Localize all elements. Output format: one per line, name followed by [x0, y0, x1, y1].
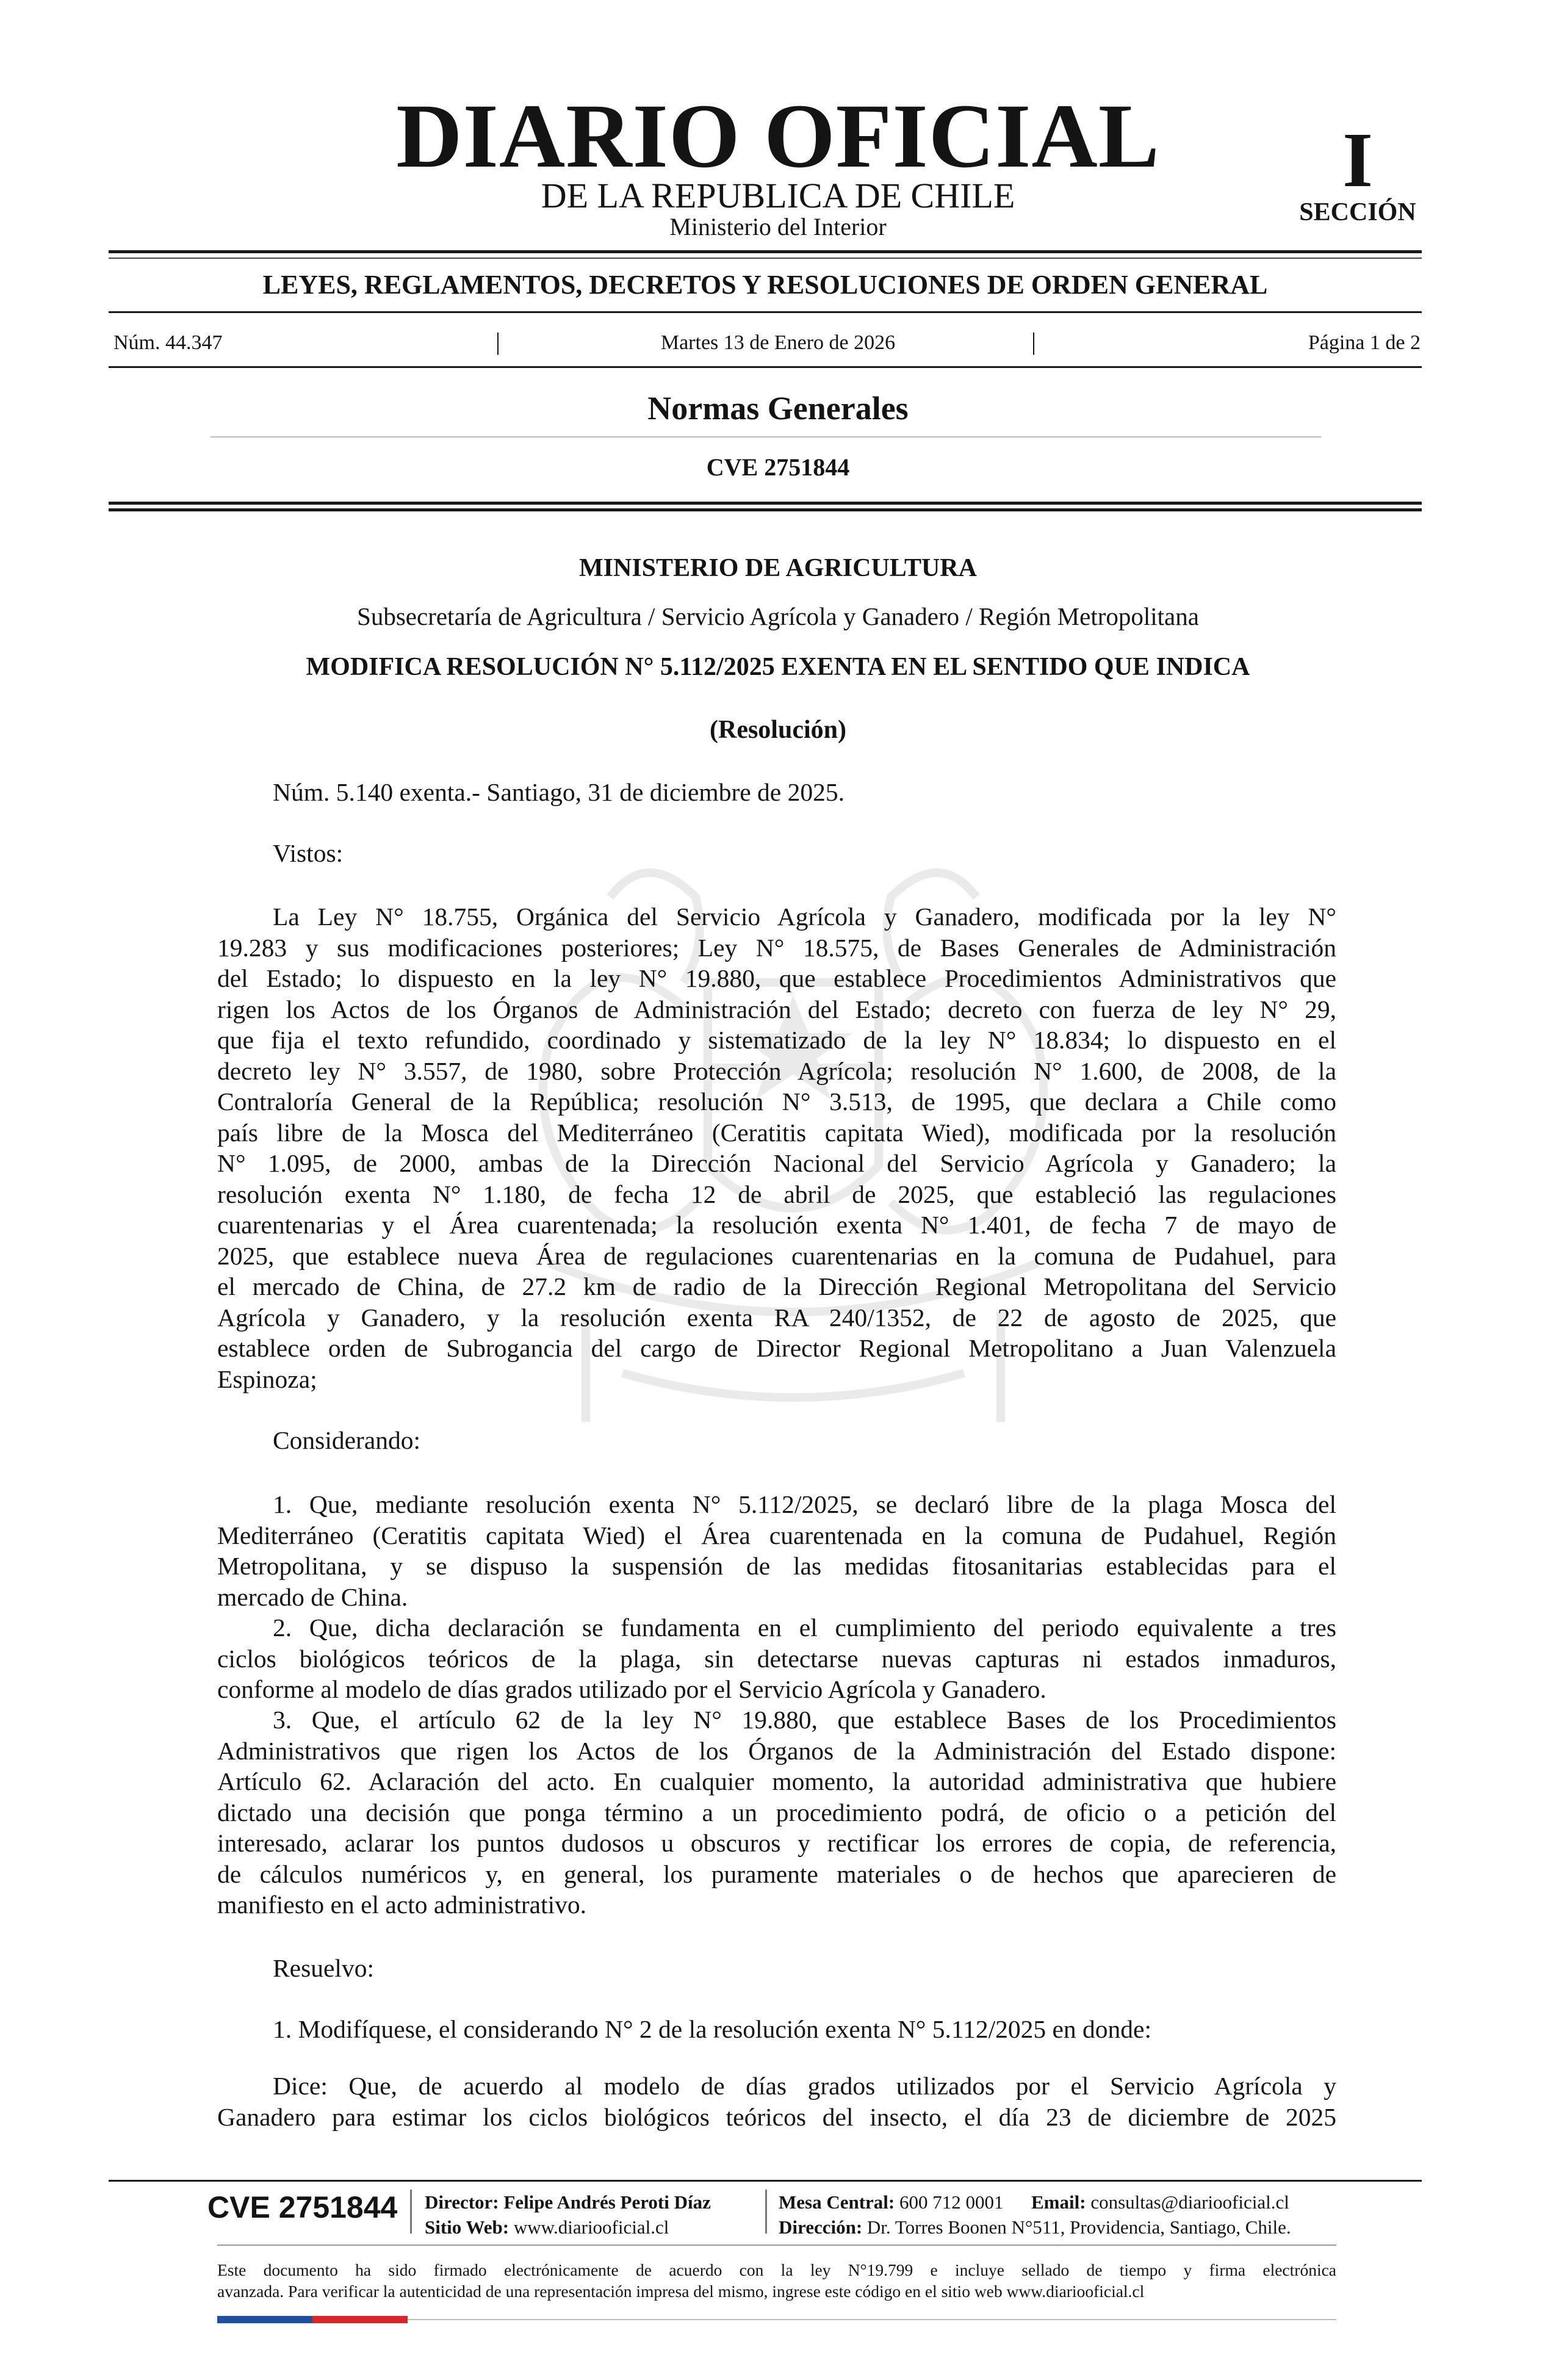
- footer-mesa: [779, 2193, 1289, 2212]
- footer-bottom-rule: [408, 2319, 1336, 2320]
- vistos-label: Vistos:: [273, 839, 344, 867]
- paragraph-line: 19.283 y sus modificaciones posteriores; Ley N° 18.575, de Bases Generales de Administración: [217, 933, 1336, 962]
- considerando-label: Considerando:: [273, 1426, 421, 1454]
- paragraph-line: el mercado de China, de 27.2 km de radio de la Dirección Regional Metropolitana del Servicio: [217, 1272, 1336, 1300]
- paragraph-line: Contraloría General de la República; resolución N° 3.513, de 1995, que declara a Chile como: [217, 1087, 1336, 1116]
- issue-page: Página 1 de 2: [1308, 331, 1421, 354]
- issue-separator: |: [495, 328, 501, 355]
- footer-director-label: Director:: [425, 2191, 499, 2213]
- footer-direccion-value: Dr. Torres Boonen N°511, Providencia, Santiago, Chile.: [866, 2216, 1291, 2238]
- paragraph-line: Mediterráneo (Ceratitis capitata Wied) el Área cuarentenada en la comuna de Pudahuel, Región: [217, 1521, 1336, 1549]
- considerando-1-paragraph: [217, 1489, 1336, 1612]
- paragraph-line: conforme al modelo de días grados utilizado por el Servicio Agrícola y Ganadero.: [217, 1675, 1046, 1703]
- section-number: I: [1342, 117, 1373, 203]
- dice-paragraph: [217, 2071, 1336, 2132]
- masthead-ministry: Ministerio del Interior: [669, 213, 887, 240]
- footer-sitio-link[interactable]: www.diariooficial.cl: [513, 2216, 669, 2238]
- paragraph-line: ciclos biológicos teóricos de la plaga, sin detectarse nuevas capturas ni estados inmaduros,: [217, 1644, 1336, 1673]
- paragraph-line: Administrativos que rigen los Actos de los Órganos de la Administración del Estado dispone:: [217, 1736, 1336, 1765]
- header-rule-thick: [109, 502, 1422, 505]
- paragraph-line: N° 1.095, de 2000, ambas de la Dirección Nacional del Servicio Agrícola y Ganadero; la: [217, 1149, 1336, 1177]
- footer-rule: [109, 2180, 1422, 2182]
- issue-rule: [109, 366, 1422, 368]
- paragraph-line: La Ley N° 18.755, Orgánica del Servicio Agrícola y Ganadero, modificada por la ley N°: [273, 903, 1336, 931]
- paragraph-line: manifiesto en el acto administrativo.: [217, 1891, 587, 1919]
- masthead-rule-thick: [109, 250, 1422, 253]
- footer-mesa-label: Mesa Central:: [779, 2191, 895, 2213]
- footer-cve-code: CVE 2751844: [207, 2190, 398, 2224]
- document-ministry: MINISTERIO DE AGRICULTURA: [579, 554, 977, 582]
- footer-note-line: avanzada. Para verificar la autenticidad de una representación impresa del mismo, ingrese este código en el sitio web www.diariooficial.cl: [217, 2282, 1145, 2301]
- paragraph-line: decreto ley N° 3.557, de 1980, sobre Protección Agrícola; resolución N° 1.600, de 2008, de la: [217, 1056, 1336, 1085]
- paragraph-line: que fija el texto refundido, coordinado y sistematizado de la ley N° 18.834; lo dispuesto en el: [217, 1026, 1336, 1054]
- paragraph-line: Artículo 62. Aclaración del acto. En cualquier momento, la autoridad administrativa que hubiere: [217, 1767, 1336, 1795]
- footer-director: [425, 2193, 711, 2212]
- paragraph-line: Metropolitana, y se dispuso la suspensión de las medidas fitosanitarias establecidas para el: [217, 1552, 1336, 1580]
- paragraph-line: Dice: Que, de acuerdo al modelo de días grados utilizados por el Servicio Agrícola y: [273, 2072, 1336, 2100]
- considerando-2-paragraph: [217, 1612, 1336, 1705]
- footer-flag-blue: [217, 2316, 312, 2323]
- paragraph-line: 2025, que establece nueva Área de regulaciones cuarentenarias en la comuna de Pudahuel, para: [217, 1241, 1336, 1270]
- section-title-rule: [211, 436, 1321, 438]
- paragraph-line: 3. Que, el artículo 62 de la ley N° 19.880, que establece Bases de los Procedimientos: [273, 1706, 1336, 1734]
- footer-direccion-label: Dirección:: [779, 2216, 863, 2238]
- document-subsecretaria: Subsecretaría de Agricultura / Servicio Agrícola y Ganadero / Región Metropolitana: [357, 602, 1199, 630]
- footer-sitio: [425, 2218, 669, 2237]
- paragraph-line: dictado una decisión que ponga término a un procedimiento podrá, de oficio o a petición del: [217, 1798, 1336, 1826]
- paragraph-line: del Estado; lo dispuesto en la ley N° 19.880, que establece Procedimientos Administrativos que: [217, 964, 1336, 992]
- cve-code: CVE 2751844: [706, 453, 850, 481]
- paragraph-line: 2. Que, dicha declaración se fundamenta en el cumplimiento del periodo equivalente a tres: [273, 1614, 1336, 1642]
- footer-note-line: Este documento ha sido firmado electrónicamente de acuerdo con la ley N°19.799 e incluye sellado de tiempo y firma electrónica: [217, 2260, 1336, 2279]
- document-title: MODIFICA RESOLUCIÓN N° 5.112/2025 EXENTA EN EL SENTIDO QUE INDICA: [306, 653, 1250, 681]
- paragraph-line: de cálculos numéricos y, en general, los puramente materiales o de hechos que aparecieren de: [217, 1859, 1336, 1888]
- paragraph-line: resolución exenta N° 1.180, de fecha 12 de abril de 2025, que estableció las regulaciones: [217, 1180, 1336, 1208]
- paragraph-line: establece orden de Subrogancia del cargo de Director Regional Metropolitano a Juan Valenzuela: [217, 1334, 1336, 1362]
- resuelvo-item-1: 1. Modifíquese, el considerando N° 2 de la resolución exenta N° 5.112/2025 en donde:: [273, 2015, 1151, 2043]
- paragraph-line: país libre de la Mosca del Mediterráneo (Ceratitis capitata Wied), modificada por la resolución: [217, 1118, 1336, 1147]
- document-type: (Resolución): [710, 716, 846, 744]
- footer-flag-red: [312, 2316, 408, 2323]
- footer-email-label: Email:: [1031, 2191, 1086, 2213]
- issue-number: Núm. 44.347: [113, 331, 223, 354]
- paragraph-line: Agrícola y Ganadero, y la resolución exenta RA 240/1352, de 22 de agosto de 2025, que: [217, 1303, 1336, 1332]
- issue-date: Martes 13 de Enero de 2026: [660, 331, 896, 354]
- masthead-title: DIARIO OFICIAL: [396, 85, 1160, 187]
- paragraph-line: Espinoza;: [217, 1365, 317, 1393]
- footer-director-name: Felipe Andrés Peroti Díaz: [503, 2191, 711, 2213]
- paragraph-line: 1. Que, mediante resolución exenta N° 5.112/2025, se declaró libre de la plaga Mosca del: [273, 1490, 1336, 1518]
- resolution-number-line: Núm. 5.140 exenta.- Santiago, 31 de diciembre de 2025.: [273, 778, 845, 806]
- masthead-rule-thin: [109, 258, 1422, 259]
- paragraph-line: cuarentenarias y el Área cuarentenada; la resolución exenta N° 1.401, de fecha 7 de mayo de: [217, 1211, 1336, 1239]
- paragraph-line: rigen los Actos de los Órganos de Administración del Estado; decreto con fuerza de ley N° 29,: [217, 995, 1336, 1023]
- category-heading: LEYES, REGLAMENTOS, DECRETOS Y RESOLUCIONES DE ORDEN GENERAL: [262, 270, 1268, 300]
- footer-signature-note: [217, 2259, 1336, 2302]
- paragraph-line: interesado, aclarar los puntos dudosos u obscuros y rectificar los errores de copia, de referencia,: [217, 1829, 1336, 1857]
- category-rule: [109, 311, 1422, 313]
- footer-sitio-label: Sitio Web:: [425, 2216, 510, 2238]
- footer-separator: [765, 2190, 767, 2234]
- masthead-subtitle: DE LA REPUBLICA DE CHILE: [541, 176, 1015, 215]
- paragraph-line: mercado de China.: [217, 1582, 408, 1611]
- section-title: Normas Generales: [647, 390, 909, 427]
- paragraph-line: Ganadero para estimar los ciclos biológicos teóricos del insecto, el día 23 de diciembre de 2025: [217, 2102, 1336, 2131]
- issue-separator: |: [1031, 328, 1037, 355]
- section-label: SECCIÓN: [1299, 198, 1416, 226]
- footer-email-link[interactable]: consultas@diariooficial.cl: [1090, 2191, 1289, 2213]
- footer-mesa-value: 600 712 0001: [899, 2191, 1004, 2213]
- resuelvo-label: Resuelvo:: [273, 1954, 374, 1982]
- vistos-paragraph: [217, 901, 1336, 1394]
- footer-separator: [410, 2190, 412, 2234]
- header-rule-thick-2: [109, 508, 1422, 511]
- considerando-3-paragraph: [217, 1704, 1336, 1920]
- footer-inner-rule: [217, 2245, 1336, 2246]
- footer-direccion: [779, 2218, 1291, 2237]
